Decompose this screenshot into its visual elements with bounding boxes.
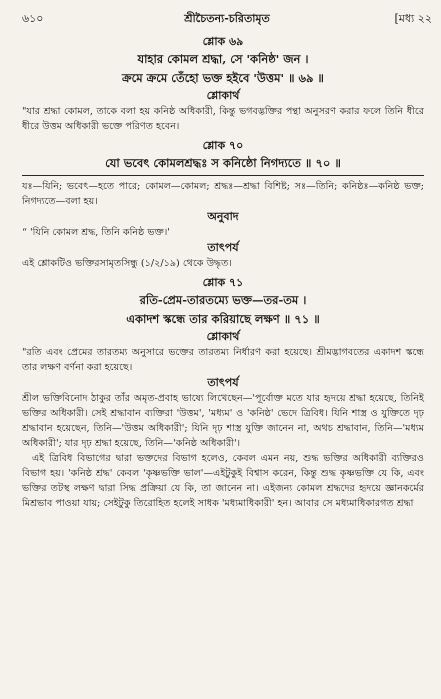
verse-heading: শ্লোক ৭১ (202, 276, 244, 289)
verse-69-section (22, 34, 424, 134)
purport-heading: তাৎপর্য (207, 376, 239, 389)
chapter-label: [মধ্য ২২ (394, 12, 432, 25)
word-meanings: যঃ—যিনি; ভবেৎ—হতে পারে; কোমল—কোমল; শ্রদ্ধঃ—শ্রদ্ধা বিশিষ্ট; সঃ—তিনি; কনিষ্ঠঃ—কনিষ্ঠ ভক্ত; নিগদ্যতে—বলা হয়। (22, 181, 424, 207)
translation-heading: শ্লোকার্থ (206, 89, 240, 102)
translation-text: "যার শ্রদ্ধা কোমল, তাকে বলা হয় কনিষ্ঠ অধিকারী, কিন্তু ভগবদ্ভক্তির পন্থা অনুসরণ করার ফলে তিনি ধীরে ধীরে উত্তম অধিকারী ভক্তে পরিণত হবেন। (22, 106, 424, 132)
verse-71-section (22, 275, 424, 511)
translation-heading: শ্লোকার্থ (206, 330, 240, 343)
translation-text: "রতি এবং প্রেমের তারতম্য অনুসারে ভক্তের তারতম্য নির্ধারণ করা হয়েছে। শ্রীমদ্ভাগবতের একাদশ স্কন্ধে তার লক্ষণ বর্ণনা করা হয়েছে। (22, 347, 424, 373)
verse-line: যাহার কোমল শ্রদ্ধা, সে 'কনিষ্ঠ' জন । (137, 52, 309, 66)
purport-paragraph: শ্রীল ভক্তিবিনোদ ঠাকুর তাঁর অমৃত-প্রবাহ ভাষ্যে লিখেছেন—'পূর্বোক্ত মতে যার হৃদয়ে শ্রদ্ধা হয়েছে, তিনিই ভক্তির অধিকারী। সেই শ্রদ্ধাবান ব্যক্তিরা 'উত্তম', 'মধ্যম' ও 'কনিষ্ঠ' ভেদে ত্রিবিধ। যিনি শাস্ত্র ও যুক্তিতে দৃঢ় শ্রদ্ধাবান হয়েছেন, তিনি—'উত্তম অধিকারী'; যিনি দৃঢ় শাস্ত্র যুক্তি জানেন না, অথচ শ্রদ্ধাবান, তিনি—'মধ্যম অধিকারী'; যার দৃঢ় শ্রদ্ধা হয়েছে, তিনি—'কনিষ্ঠ অধিকারী'। (22, 393, 424, 449)
verse-heading: শ্লোক ৬৯ (202, 35, 244, 48)
page-number: ৬১০ (22, 12, 44, 25)
translation-text: “ 'যিনি কোমল শ্রদ্ধ, তিনি কনিষ্ঠ ভক্ত।' (22, 227, 170, 238)
verse-line: যো ভবেৎ কোমলশ্রদ্ধঃ স কনিষ্ঠো নিগদ্যতে ॥ ৭০ ॥ (105, 156, 341, 170)
book-title: শ্রীচৈতন্য-চরিতামৃত (184, 12, 270, 25)
page-content (22, 34, 424, 511)
purport-heading: তাৎপর্য (207, 241, 239, 254)
purport-paragraph: এই ত্রিবিধ বিভাগের দ্বারা ভক্তদের বিভাগ হলেও, কেবল এমন নয়, শুদ্ধ ভক্তির অধিকারী ব্যক্তিরও বিভাগ হয়। 'কনিষ্ঠ শ্রদ্ধ' কেবল 'কৃষ্ণভক্তি ভাল'—এইটুকুই বিশ্বাস করেন, কিন্তু শুদ্ধ কৃষ্ণভক্তি যে কি, এবং ভক্তির তটস্থ লক্ষণ দ্বারা সিদ্ধ প্রক্রিয়া যে কি, তা জানেন না। এইজন্য কোমল শ্রদ্ধদের হৃদয়ে জ্ঞানকর্মের মিশ্রভাব পাওয়া যায়; সেইটুকু তিরোহিত হলেই সাধক 'মধ্যমাধিকারী' হন। আবার সে মধ্যমাধিকারগত শ্রদ্ধা (22, 453, 424, 509)
verse-line: একাদশ স্কন্ধে তার করিয়াছে লক্ষণ ॥ ৭১ ॥ (126, 312, 320, 326)
verse-heading: শ্লোক ৭০ (202, 139, 244, 152)
verse-line: ক্রমে ক্রমে তেঁহো ভক্ত হইবে 'উত্তম' ॥ ৬৯ ॥ (122, 71, 324, 85)
divider (22, 175, 424, 176)
translation-heading: অনুবাদ (207, 210, 239, 223)
running-header (22, 10, 432, 28)
verse-70-section (22, 138, 424, 271)
purport-text: এই শ্লোকটিও ভক্তিরসামৃতসিন্ধু (১/২/১৯) থেকে উদ্ধৃত। (22, 258, 232, 269)
verse-line: রতি-প্রেম-তারতম্যে ভক্ত—তর-তম । (139, 293, 307, 307)
